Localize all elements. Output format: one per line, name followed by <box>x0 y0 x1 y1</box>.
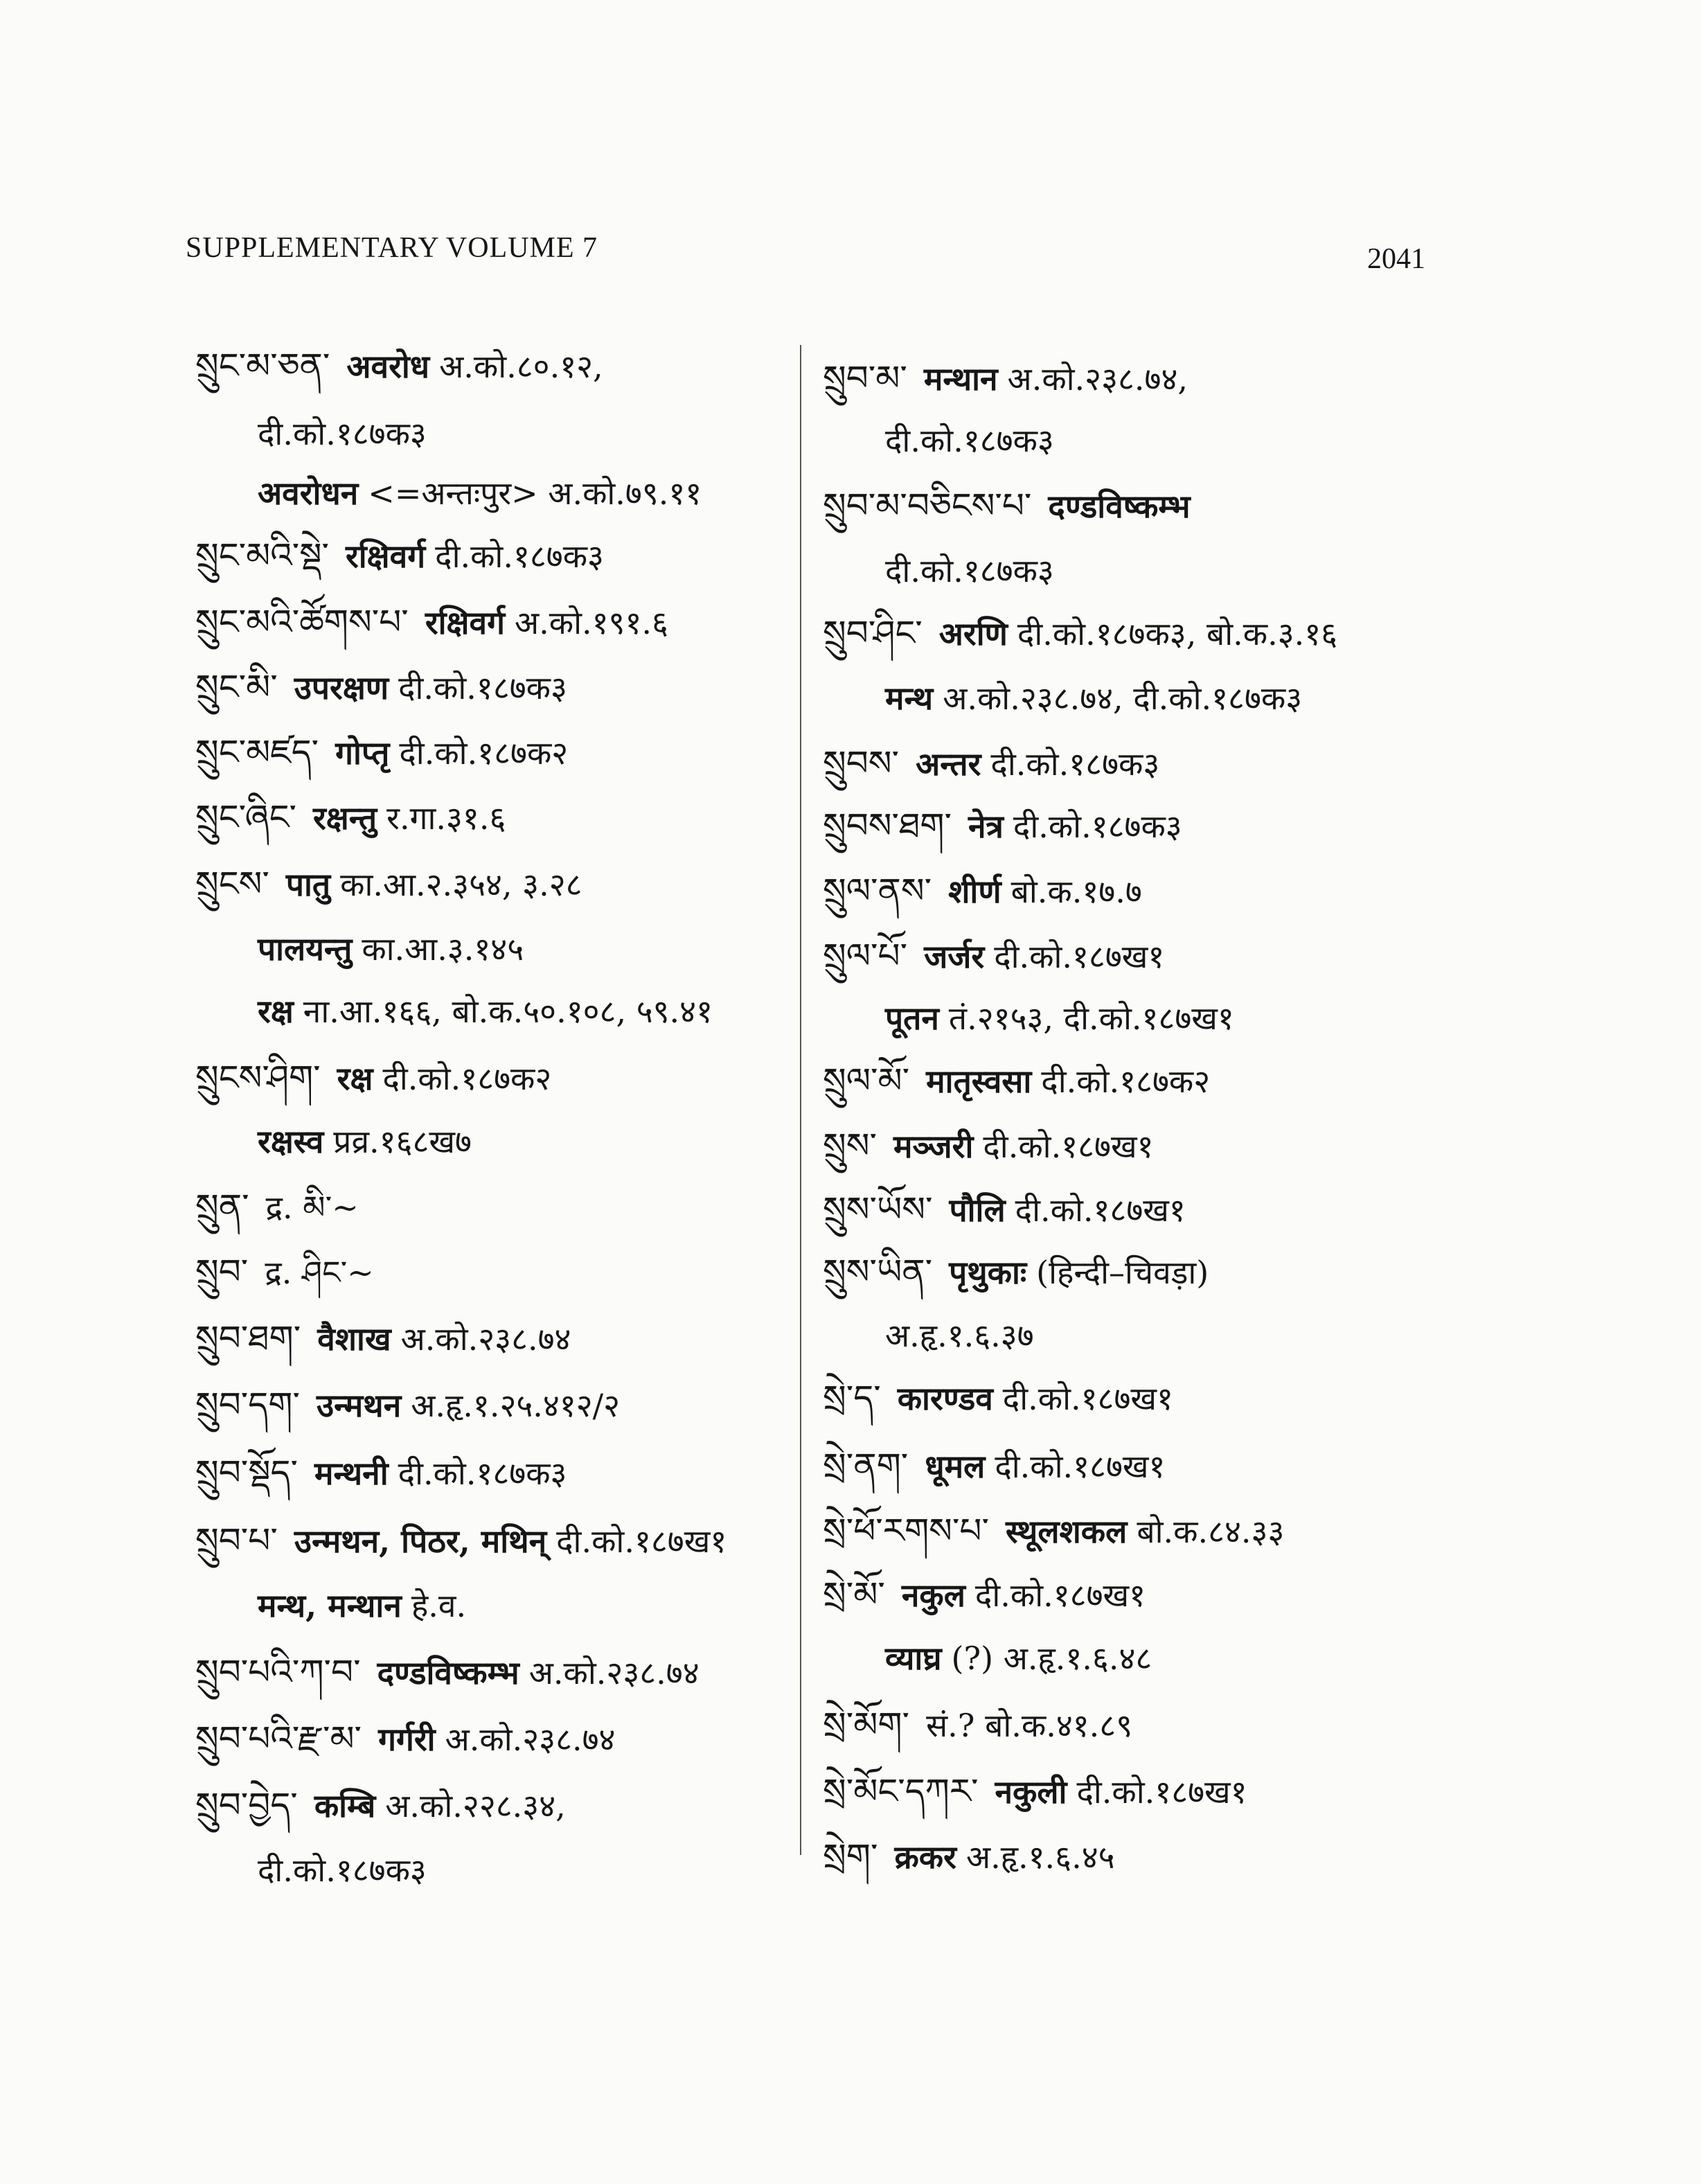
dictionary-entry <box>195 1441 567 1504</box>
tibetan-headword: སྲེག་ <box>823 1836 878 1876</box>
tibetan-headword: སྲུལ་པོ་ <box>823 936 908 976</box>
dictionary-entry <box>823 1114 1154 1178</box>
source-reference: दी.को.१८७क२ <box>1041 1063 1211 1100</box>
sanskrit-equivalent: मन्थान <box>923 360 998 398</box>
sanskrit-equivalent: उन्मथन, पिठर, मथिन् <box>294 1522 547 1560</box>
dictionary-entry <box>195 590 668 654</box>
tibetan-headword: སྲུབ་པའི་རྫ་མ་ <box>195 1719 362 1759</box>
dictionary-entry <box>823 1563 1146 1626</box>
tibetan-headword: སྲུབ་དག་ <box>195 1385 300 1425</box>
dictionary-entry <box>195 655 567 719</box>
sanskrit-equivalent: पालयन्तु <box>258 930 353 968</box>
sanskrit-equivalent: मञ्जरी <box>893 1128 974 1165</box>
dictionary-entry <box>823 1178 1186 1241</box>
dictionary-entry <box>195 979 713 1043</box>
tibetan-headword: སྲུང་མའི་ཚོགས་པ་ <box>195 602 409 642</box>
sanskrit-equivalent: रक्ष <box>337 1060 373 1097</box>
dictionary-entry <box>195 1640 700 1704</box>
source-reference: <=अन्तःपुर> अ.को.७९.११ <box>368 474 702 512</box>
source-reference: दी.को.१८७ख१ <box>994 938 1165 975</box>
source-reference: बो.क.८४.३३ <box>1137 1513 1285 1550</box>
dictionary-entry <box>823 1304 1034 1367</box>
dictionary-entry <box>195 1306 571 1370</box>
dictionary-entry <box>195 1046 551 1110</box>
dictionary-entry <box>195 524 604 587</box>
sanskrit-equivalent: उपरक्षण <box>294 669 389 707</box>
source-reference: दी.को.१८७क२ <box>399 734 569 772</box>
source-reference: दी.को.१८७ख१ <box>995 1448 1166 1485</box>
source-reference: दी.को.१८७क३ <box>258 415 427 452</box>
dictionary-entry <box>823 1366 1173 1430</box>
source-reference: अ.को.२३८.७४, <box>1007 360 1188 398</box>
tibetan-headword: སྲེ་མོག་ <box>823 1705 910 1745</box>
tibetan-headword: སྲུས་ <box>823 1126 877 1166</box>
source-reference: दी.को.१८७क३ <box>885 422 1054 459</box>
source-reference: अ.को.२२८.३४, <box>385 1787 566 1825</box>
sanskrit-equivalent: रक्षस्व <box>258 1123 324 1160</box>
page-number: 2041 <box>1367 243 1425 275</box>
source-reference: हे.व. <box>411 1587 467 1624</box>
dictionary-entry <box>195 1773 566 1837</box>
tibetan-headword: སྲུས་ཡོས་ <box>823 1189 933 1229</box>
dictionary-entry <box>823 1825 1115 1888</box>
sanskrit-equivalent: अवरोध <box>346 348 430 385</box>
dictionary-entry <box>823 1693 1132 1757</box>
source-reference: अ.को.१९१.६ <box>515 604 668 641</box>
source-reference: दी.को.१८७क३ <box>885 552 1054 589</box>
sanskrit-equivalent: गोप्तृ <box>335 734 390 772</box>
sanskrit-equivalent: मातृस्वसा <box>926 1063 1032 1100</box>
sanskrit-equivalent: धूमल <box>925 1448 986 1485</box>
dictionary-entry <box>195 402 427 465</box>
source-reference: का.आ.२.३५४, ३.२८ <box>340 866 582 903</box>
dictionary-entry <box>823 1499 1284 1563</box>
tibetan-headword: སྲུབ་མ་བཅིངས་པ་ <box>823 486 1032 526</box>
source-reference: सं.? बो.क.४१.८९ <box>926 1707 1133 1744</box>
source-reference: दी.को.१८७क३ <box>990 745 1160 783</box>
sanskrit-equivalent: दण्डविष्कम्भ <box>1048 488 1191 525</box>
tibetan-headword: སྲེ་ནག་ <box>823 1446 909 1486</box>
source-reference: दी.को.१८७क३ <box>435 538 604 575</box>
dictionary-entry <box>823 924 1164 988</box>
dictionary-entry <box>823 539 1054 603</box>
sanskrit-equivalent: दण्डविष्कम्भ <box>377 1654 519 1692</box>
source-reference: का.आ.३.१४५ <box>362 930 524 968</box>
tibetan-headword: སྲུང་ཞིང་ <box>195 797 296 837</box>
tibetan-headword: སྲུབ་བྱེད་ <box>195 1785 298 1825</box>
source-reference: बो.क.१७.७ <box>1010 873 1142 910</box>
source-reference: प्रव्र.१६८ख७ <box>333 1123 472 1160</box>
source-reference: ना.आ.१६६, बो.क.५०.१०८, ५९.४१ <box>303 993 713 1030</box>
dictionary-entry <box>195 1707 615 1770</box>
source-reference: (हिन्दी–चिवड़ा) <box>1036 1254 1209 1291</box>
sanskrit-equivalent: क्रकर <box>894 1838 956 1876</box>
sanskrit-equivalent: वैशाख <box>317 1320 391 1358</box>
source-reference: दी.को.१८७क३, बो.क.३.१६ <box>1017 615 1338 652</box>
sanskrit-equivalent: अन्तर <box>916 745 981 783</box>
tibetan-headword: སྲུངས་ <box>195 864 269 904</box>
sanskrit-equivalent: जर्जर <box>924 938 985 975</box>
dictionary-entry <box>823 731 1159 795</box>
dictionary-entry <box>823 859 1142 923</box>
sanskrit-equivalent: अरणि <box>938 615 1008 652</box>
tibetan-headword: སྲུང་མ་ཅན་ <box>195 346 330 386</box>
sanskrit-equivalent: व्याघ्र <box>885 1640 942 1677</box>
source-reference: द्र. མི་~ <box>265 1189 359 1226</box>
source-reference: तं.२१५३, दी.को.१८७ख१ <box>948 1000 1234 1037</box>
source-reference: अ.को.२३८.७४ <box>528 1654 700 1692</box>
tibetan-headword: སྲུབ་ཐག་ <box>195 1318 301 1358</box>
source-reference: अ.को.२३८.७४ <box>445 1721 616 1758</box>
tibetan-headword: སྲུབ་སྡོད་ <box>195 1453 298 1493</box>
source-reference: द्र. ཤིང་~ <box>265 1254 374 1291</box>
tibetan-headword: སྲེ་མོ་ <box>823 1574 885 1615</box>
tibetan-headword: སྲུབ་ཤིང་ <box>823 613 923 653</box>
sanskrit-equivalent: अवरोधन <box>258 474 359 512</box>
tibetan-headword: སྲུང་མཛད་ <box>195 732 319 772</box>
source-reference: दी.को.१८७क३ <box>1013 808 1182 845</box>
dictionary-entry <box>823 474 1200 538</box>
source-reference: अ.हृ.१.२५.४१२/२ <box>411 1387 621 1424</box>
dictionary-entry <box>195 1110 472 1173</box>
source-reference: दी.को.१८७क३ <box>398 1455 567 1492</box>
dictionary-entry <box>823 1240 1209 1304</box>
sanskrit-equivalent: स्थूलशकल <box>1005 1513 1128 1550</box>
sanskrit-equivalent: पूतन <box>885 1000 939 1037</box>
tibetan-headword: སྲུང་མའི་སྡེ་ <box>195 535 329 576</box>
source-reference: दी.को.१८७ख१ <box>974 1577 1146 1614</box>
tibetan-headword: སྲུན་ <box>195 1187 249 1227</box>
dictionary-entry <box>195 720 568 784</box>
dictionary-entry <box>823 1759 1247 1823</box>
sanskrit-equivalent: मन्थ <box>885 680 934 717</box>
sanskrit-equivalent: गर्गरी <box>378 1721 436 1758</box>
sanskrit-equivalent: रक्षिवर्ग <box>425 604 505 641</box>
tibetan-headword: སྲུབས་ <box>823 743 900 783</box>
sanskrit-equivalent: रक्षिवर्ग <box>345 538 426 575</box>
source-reference: दी.को.१८७ख१ <box>1076 1773 1247 1811</box>
sanskrit-equivalent: पृथुकाः <box>949 1254 1027 1291</box>
source-reference: दी.को.१८७क३ <box>398 669 567 707</box>
dictionary-entry <box>195 1373 620 1437</box>
sanskrit-equivalent: पौलि <box>949 1191 1006 1229</box>
dictionary-entry <box>195 1574 466 1637</box>
sanskrit-equivalent: नकुल <box>901 1577 965 1614</box>
dictionary-entry <box>195 1175 359 1239</box>
dictionary-entry <box>195 785 506 849</box>
tibetan-headword: སྲུབ་པའི་ཀ་བ་ <box>195 1652 361 1692</box>
dictionary-entry <box>195 1838 427 1902</box>
dictionary-entry <box>195 917 524 981</box>
dictionary-entry <box>195 1509 727 1572</box>
sanskrit-equivalent: मन्थनी <box>314 1455 389 1492</box>
column-divider <box>800 345 801 1855</box>
dictionary-entry <box>823 346 1188 410</box>
tibetan-headword: སྲུབ་མ་ <box>823 358 907 398</box>
tibetan-headword: སྲུངས་ཤིག་ <box>195 1058 321 1098</box>
source-reference: दी.को.१८७क२ <box>382 1060 552 1097</box>
sanskrit-equivalent: पातु <box>285 866 331 903</box>
source-reference: अ.हृ.१.६.३७ <box>885 1317 1034 1354</box>
sanskrit-equivalent: शीर्ण <box>948 873 1001 910</box>
sanskrit-equivalent: रक्ष <box>258 993 294 1030</box>
tibetan-headword: སྲུལ་ནས་ <box>823 871 932 911</box>
sanskrit-equivalent: नकुली <box>995 1773 1067 1811</box>
dictionary-entry <box>823 794 1182 858</box>
running-title: SUPPLEMENTARY VOLUME 7 <box>186 232 598 264</box>
sanskrit-equivalent: नेत्र <box>968 808 1004 845</box>
sanskrit-equivalent: कम्बि <box>314 1787 376 1825</box>
tibetan-headword: སྲུབ་ <box>195 1252 249 1292</box>
source-reference: दी.को.१८७ख१ <box>1002 1380 1173 1417</box>
tibetan-headword: སྲེ་ད་ <box>823 1378 881 1418</box>
dictionary-entry <box>195 1240 374 1304</box>
dictionary-entry <box>195 461 702 525</box>
dictionary-entry <box>823 1049 1210 1112</box>
source-reference: अ.को.२३८.७४, दी.को.१८७क३ <box>943 680 1303 717</box>
source-reference: दी.को.१८७ख१ <box>556 1522 727 1560</box>
tibetan-headword: སྲུང་མི་ <box>195 667 278 707</box>
tibetan-headword: སྲུབ་པ་ <box>195 1520 278 1561</box>
tibetan-headword: སྲུབས་ཐག་ <box>823 806 952 846</box>
tibetan-headword: སྲུས་ཡིན་ <box>823 1252 933 1292</box>
source-reference: दी.को.१८७ख१ <box>1015 1191 1186 1229</box>
sanskrit-equivalent: उन्मथन <box>316 1387 402 1424</box>
dictionary-entry <box>823 1626 1152 1690</box>
sanskrit-equivalent: रक्षन्तु <box>312 799 377 837</box>
dictionary-entry <box>823 666 1302 730</box>
tibetan-headword: སྲུལ་མོ་ <box>823 1060 910 1101</box>
dictionary-entry <box>823 986 1234 1050</box>
dictionary-entry <box>195 334 603 398</box>
tibetan-headword: སྲེ་མོང་དཀར་ <box>823 1771 979 1811</box>
dictionary-entry <box>195 852 582 916</box>
sanskrit-equivalent: कारण्डव <box>897 1380 993 1417</box>
source-reference: दी.को.१८७ख१ <box>983 1128 1154 1165</box>
dictionary-entry <box>823 409 1054 472</box>
sanskrit-equivalent: मन्थ, मन्थान <box>258 1587 402 1624</box>
source-reference: अ.को.२३८.७४ <box>400 1320 571 1358</box>
dictionary-entry <box>823 1434 1165 1498</box>
source-reference: अ.हृ.१.६.४५ <box>965 1838 1115 1876</box>
source-reference: (?) अ.हृ.१.६.४८ <box>951 1640 1152 1677</box>
tibetan-headword: སྲེ་ཕོ་རགས་པ་ <box>823 1511 989 1551</box>
source-reference: अ.को.८०.१२, <box>439 348 603 385</box>
dictionary-entry <box>823 601 1337 665</box>
source-reference: दी.को.१८७क३ <box>258 1852 427 1889</box>
source-reference: र.गा.३१.६ <box>386 799 506 837</box>
